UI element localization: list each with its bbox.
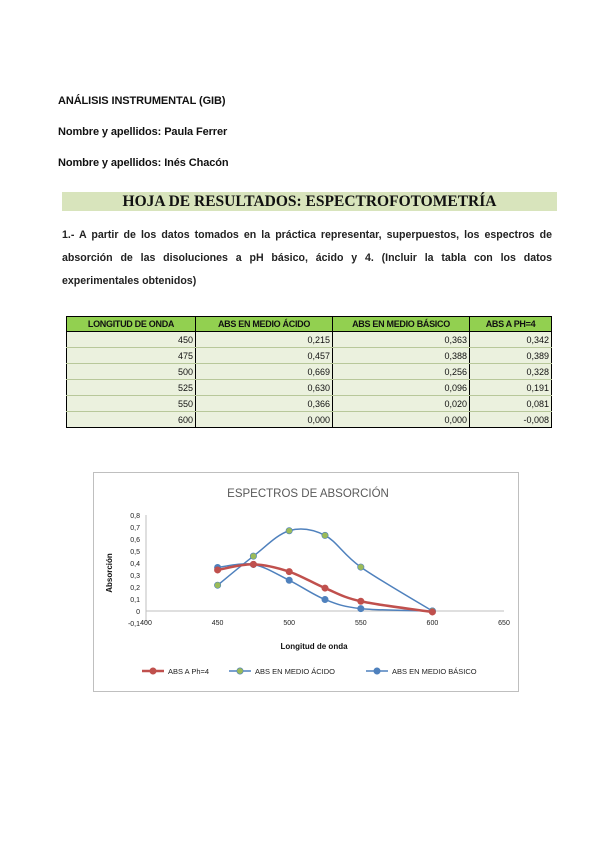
y-tick-label: -0,1 <box>127 621 140 628</box>
y-axis-label: Absorción <box>105 553 114 593</box>
x-tick-label: 500 <box>283 620 296 627</box>
table-cell: 450 <box>67 332 196 348</box>
table-cell: 550 <box>67 396 196 412</box>
table-cell: 0,363 <box>333 332 470 348</box>
table-cell: 0,388 <box>333 348 470 364</box>
y-tick-label: 0,7 <box>130 525 140 532</box>
table-cell: -0,008 <box>470 412 552 428</box>
data-point <box>250 561 256 567</box>
x-axis-label: Longitud de onda <box>280 642 348 651</box>
table-cell: 0,630 <box>196 380 333 396</box>
table-cell: 0,256 <box>333 364 470 380</box>
table-cell: 0,096 <box>333 380 470 396</box>
table-cell: 0,328 <box>470 364 552 380</box>
table-row <box>67 396 552 412</box>
chart-title: ESPECTROS DE ABSORCIÓN <box>227 488 389 500</box>
data-point <box>358 598 364 604</box>
section-title: HOJA DE RESULTADOS: ESPECTROFOTOMETRÍA <box>62 192 557 211</box>
student-name-1: Nombre y apellidos: Paula Ferrer <box>58 126 228 138</box>
absorption-chart <box>93 472 519 692</box>
legend-label: ABS EN MEDIO ÁCIDO <box>255 667 336 676</box>
table-cell: 0,081 <box>470 396 552 412</box>
table-cell: 0,191 <box>470 380 552 396</box>
column-header: ABS A PH=4 <box>470 317 552 332</box>
table-cell: 500 <box>67 364 196 380</box>
data-table <box>66 316 552 428</box>
data-point <box>286 528 292 534</box>
y-tick-label: 0,4 <box>130 561 140 568</box>
data-point <box>322 585 328 591</box>
table-row <box>67 364 552 380</box>
table-cell: 600 <box>67 412 196 428</box>
data-point <box>286 568 292 574</box>
legend-label: ABS EN MEDIO BÁSICO <box>392 667 477 676</box>
table-row <box>67 412 552 428</box>
data-point <box>358 605 364 611</box>
question-text: 1.- A partir de los datos tomados en la práctica representar, superpuestos, los espectros de absorción de las disoluciones a pH básico, ácido y 4. (Incluir la tabla con los datos experimentales obtenidos) <box>62 229 552 287</box>
table-cell: 525 <box>67 380 196 396</box>
table-header-row <box>67 317 552 332</box>
table-cell: 0,342 <box>470 332 552 348</box>
y-tick-label: 0,5 <box>130 549 140 556</box>
table-cell: 0,215 <box>196 332 333 348</box>
chart-canvas <box>94 473 518 691</box>
table-row <box>67 380 552 396</box>
table-cell: 0,669 <box>196 364 333 380</box>
y-tick-label: 0 <box>136 609 140 616</box>
legend-marker <box>237 668 243 674</box>
table-row <box>67 332 552 348</box>
data-point <box>322 532 328 538</box>
y-tick-label: 0,2 <box>130 585 140 592</box>
data-point <box>214 582 220 588</box>
x-tick-label: 550 <box>354 620 367 627</box>
column-header: ABS EN MEDIO ÁCIDO <box>196 317 333 332</box>
table-cell: 0,000 <box>333 412 470 428</box>
table-row <box>67 348 552 364</box>
legend-marker <box>150 668 156 674</box>
legend-marker <box>374 668 380 674</box>
x-tick-label: 650 <box>498 620 510 627</box>
table-cell: 475 <box>67 348 196 364</box>
x-tick-label: 600 <box>426 620 439 627</box>
y-tick-label: 0,8 <box>130 513 140 520</box>
table-cell: 0,020 <box>333 396 470 412</box>
legend-label: ABS A Ph=4 <box>168 667 210 676</box>
data-point <box>214 567 220 573</box>
y-tick-label: 0,1 <box>130 597 140 604</box>
data-point <box>429 609 435 615</box>
course-title: ANÁLISIS INSTRUMENTAL (GIB) <box>58 95 226 107</box>
y-tick-label: 0,3 <box>130 573 140 580</box>
x-tick-label: 450 <box>211 620 224 627</box>
data-point <box>358 564 364 570</box>
student-name-2: Nombre y apellidos: Inés Chacón <box>58 157 229 169</box>
column-header: ABS EN MEDIO BÁSICO <box>333 317 470 332</box>
table-cell: 0,389 <box>470 348 552 364</box>
y-tick-label: 0,6 <box>130 537 140 544</box>
table-cell: 0,457 <box>196 348 333 364</box>
column-header: LONGITUD DE ONDA <box>67 317 196 332</box>
table-cell: 0,000 <box>196 412 333 428</box>
data-point <box>286 577 292 583</box>
data-point <box>250 553 256 559</box>
table-cell: 0,366 <box>196 396 333 412</box>
x-tick-label: 400 <box>140 620 152 627</box>
data-point <box>322 596 328 602</box>
